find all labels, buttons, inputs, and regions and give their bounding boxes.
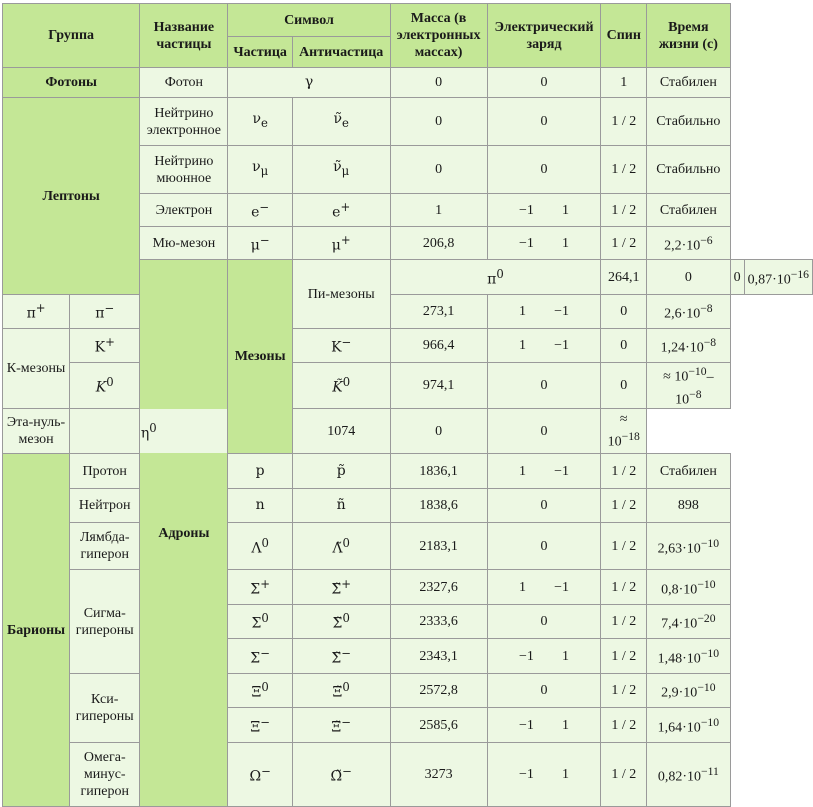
antiparticle-symbol: $\nũ_\mu$ bbox=[292, 146, 390, 194]
antiparticle-symbol: K̃$^0$ bbox=[292, 363, 390, 409]
spin: 1 / 2 bbox=[601, 674, 647, 708]
header-name: Название частицы bbox=[140, 4, 228, 68]
charge: −1 1 bbox=[487, 639, 601, 674]
particle-symbol: e− bbox=[228, 194, 292, 227]
header-spin: Спин bbox=[601, 4, 647, 68]
table-row bbox=[3, 68, 813, 98]
particle-name: Нейтрино электронное bbox=[140, 98, 228, 146]
antiparticle-symbol: Ξ̃− bbox=[292, 708, 390, 743]
antiparticle-symbol: μ+ bbox=[292, 227, 390, 260]
table-row bbox=[3, 98, 813, 146]
charge: 1 −1 bbox=[487, 329, 601, 363]
mass: 974,1 bbox=[390, 363, 487, 409]
particle-symbol: $\Lambda^0$ bbox=[228, 523, 292, 570]
antiparticle-symbol: $\nũ_e$ bbox=[292, 98, 390, 146]
antiparticle-symbol: Ξ̃$^0$ bbox=[292, 674, 390, 708]
charge: 0 bbox=[487, 68, 601, 98]
charge: 0 bbox=[487, 523, 601, 570]
antiparticle-symbol: e+ bbox=[292, 194, 390, 227]
charge: 0 bbox=[487, 674, 601, 708]
charge: 0 bbox=[487, 489, 601, 523]
mass: 2585,6 bbox=[390, 708, 487, 743]
charge: 0 bbox=[487, 146, 601, 194]
charge: 1 −1 bbox=[487, 295, 601, 329]
header-antiparticle: Античастица bbox=[292, 37, 390, 68]
lifetime: $0,82\cdot 10^{-11}$ bbox=[647, 743, 730, 807]
spin: 1 / 2 bbox=[601, 743, 647, 807]
symbol: $\pi^0$ bbox=[390, 260, 601, 295]
mass: 3273 bbox=[390, 743, 487, 807]
particle-name: Кси-гипероны bbox=[70, 674, 140, 743]
table-row bbox=[3, 523, 813, 570]
charge: 0 bbox=[390, 409, 487, 454]
mass: 2333,6 bbox=[390, 605, 487, 639]
lifetime: Стабильно bbox=[647, 98, 730, 146]
spin: 1 / 2 bbox=[601, 523, 647, 570]
particle-symbol: K+ bbox=[70, 329, 140, 363]
lifetime: ≈ $10^{-18}$ bbox=[601, 409, 647, 454]
charge: 1 −1 bbox=[487, 454, 601, 489]
particle-name: Мю-мезон bbox=[140, 227, 228, 260]
spin: 0 bbox=[601, 295, 647, 329]
particle-symbol: p bbox=[228, 454, 292, 489]
header-mass: Масса (в электронных массах) bbox=[390, 4, 487, 68]
spin: 1 / 2 bbox=[601, 146, 647, 194]
group-photons: Фотоны bbox=[3, 68, 140, 98]
mass: 1074 bbox=[292, 409, 390, 454]
mass: 2327,6 bbox=[390, 570, 487, 605]
particle-symbol: Ω− bbox=[228, 743, 292, 807]
lifetime: $2,9\cdot 10^{-10}$ bbox=[647, 674, 730, 708]
symbol: $\eta^0$ bbox=[70, 409, 228, 454]
header-charge: Электрический заряд bbox=[487, 4, 601, 68]
particle-symbol: n bbox=[228, 489, 292, 523]
table-row bbox=[3, 329, 813, 363]
lifetime: $7,4\cdot 10^{-20}$ bbox=[647, 605, 730, 639]
particle-name: Фотон bbox=[140, 68, 228, 98]
particle-name: Пи-мезоны bbox=[292, 260, 390, 329]
antiparticle-symbol: Σ̃− bbox=[292, 639, 390, 674]
spin: 0 bbox=[601, 329, 647, 363]
charge: 0 bbox=[487, 98, 601, 146]
particle-name: Сигма-гипероны bbox=[70, 570, 140, 674]
particle-symbol: $\nu_\mu$ bbox=[228, 146, 292, 194]
mass: 1838,6 bbox=[390, 489, 487, 523]
charge: −1 1 bbox=[487, 743, 601, 807]
particle-symbol: Σ− bbox=[228, 639, 292, 674]
lifetime: $1,48\cdot 10^{-10}$ bbox=[647, 639, 730, 674]
table-row bbox=[3, 674, 813, 708]
spin: 1 bbox=[601, 68, 647, 98]
lifetime: $2,6\cdot 10^{-8}$ bbox=[647, 295, 730, 329]
table-row bbox=[3, 743, 813, 807]
spin: 0 bbox=[730, 260, 744, 295]
mass: 0 bbox=[390, 98, 487, 146]
mass: 2343,1 bbox=[390, 639, 487, 674]
charge: −1 1 bbox=[487, 194, 601, 227]
spin: 0 bbox=[601, 363, 647, 409]
particle-name: Омега-минус-гиперон bbox=[70, 743, 140, 807]
particle-name: Нейтрон bbox=[70, 489, 140, 523]
lifetime: 898 bbox=[647, 489, 730, 523]
antiparticle-symbol: Λ̃$^0$ bbox=[292, 523, 390, 570]
header-lifetime: Время жизни (с) bbox=[647, 4, 730, 68]
antiparticle-symbol: ñ bbox=[292, 489, 390, 523]
antiparticle-symbol: p̃ bbox=[292, 454, 390, 489]
antiparticle-symbol: Σ̃$^0$ bbox=[292, 605, 390, 639]
spin: 1 / 2 bbox=[601, 605, 647, 639]
particle-symbol: π+ bbox=[3, 295, 70, 329]
particle-name: К-мезоны bbox=[3, 329, 70, 409]
charge: 0 bbox=[647, 260, 730, 295]
particle-symbol: μ− bbox=[228, 227, 292, 260]
mass: 1836,1 bbox=[390, 454, 487, 489]
lifetime: ≈ $10^{-10}-10^{-8}$ bbox=[647, 363, 730, 409]
particle-symbol: Ξ− bbox=[228, 708, 292, 743]
particle-symbol: Σ+ bbox=[228, 570, 292, 605]
mass: 0 bbox=[390, 68, 487, 98]
antiparticle-symbol: Σ̃+ bbox=[292, 570, 390, 605]
spin: 1 / 2 bbox=[601, 454, 647, 489]
spin: 1 / 2 bbox=[601, 708, 647, 743]
lifetime: Стабилен bbox=[647, 454, 730, 489]
spin: 1 / 2 bbox=[601, 194, 647, 227]
lifetime: $0,8\cdot 10^{-10}$ bbox=[647, 570, 730, 605]
group-mesons: Мезоны bbox=[228, 260, 292, 454]
group-baryons: Барионы bbox=[3, 454, 70, 807]
spin: 1 / 2 bbox=[601, 98, 647, 146]
lifetime: $1,64\cdot 10^{-10}$ bbox=[647, 708, 730, 743]
table-row bbox=[3, 570, 813, 605]
spin: 1 / 2 bbox=[601, 489, 647, 523]
lifetime: $1,24\cdot 10^{-8}$ bbox=[647, 329, 730, 363]
mass: 2572,8 bbox=[390, 674, 487, 708]
table-row bbox=[3, 454, 813, 489]
mass: 206,8 bbox=[390, 227, 487, 260]
charge: −1 1 bbox=[487, 227, 601, 260]
antiparticle-symbol: π− bbox=[70, 295, 140, 329]
spin: 1 / 2 bbox=[601, 570, 647, 605]
charge: −1 1 bbox=[487, 708, 601, 743]
particles-table bbox=[2, 3, 813, 807]
charge: 0 bbox=[487, 605, 601, 639]
group-leptons: Лептоны bbox=[3, 98, 140, 295]
particle-symbol: $\Xi^0$ bbox=[228, 674, 292, 708]
particle-name: Нейтрино мюонное bbox=[140, 146, 228, 194]
charge: 1 −1 bbox=[487, 570, 601, 605]
particle-name: Эта-нуль-мезон bbox=[3, 409, 70, 454]
table-row bbox=[3, 295, 813, 329]
particle-symbol: $K^0$ bbox=[70, 363, 140, 409]
mass: 0 bbox=[390, 146, 487, 194]
particle-symbol: $\nu_e$ bbox=[228, 98, 292, 146]
spin: 0 bbox=[487, 409, 601, 454]
table-row bbox=[3, 489, 813, 523]
header-group: Группа bbox=[3, 4, 140, 68]
mass: 2183,1 bbox=[390, 523, 487, 570]
lifetime: $0,87\cdot 10^{-16}$ bbox=[744, 260, 812, 295]
table-row bbox=[3, 409, 813, 454]
particle-name: Лямбда-гиперон bbox=[70, 523, 140, 570]
lifetime: Стабильно bbox=[647, 146, 730, 194]
mass: 273,1 bbox=[390, 295, 487, 329]
table-row bbox=[3, 363, 813, 409]
antiparticle-symbol: K− bbox=[292, 329, 390, 363]
particle-name: Электрон bbox=[140, 194, 228, 227]
mass: 966,4 bbox=[390, 329, 487, 363]
header-symbol: Символ bbox=[228, 4, 390, 37]
spin: 1 / 2 bbox=[601, 227, 647, 260]
spin: 1 / 2 bbox=[601, 639, 647, 674]
particle-symbol: $\Sigma^0$ bbox=[228, 605, 292, 639]
lifetime: $2,2\cdot 10^{-6}$ bbox=[647, 227, 730, 260]
lifetime: Стабилен bbox=[647, 68, 730, 98]
mass: 1 bbox=[390, 194, 487, 227]
mass: 264,1 bbox=[601, 260, 647, 295]
antiparticle-symbol: Ω̃− bbox=[292, 743, 390, 807]
lifetime: Стабилен bbox=[647, 194, 730, 227]
particle-name: Протон bbox=[70, 454, 140, 489]
lifetime: $2,63\cdot 10^{-10}$ bbox=[647, 523, 730, 570]
charge: 0 bbox=[487, 363, 601, 409]
symbol: γ bbox=[228, 68, 390, 98]
group-hadrons: Адроны bbox=[140, 260, 228, 807]
header-particle: Частица bbox=[228, 37, 292, 68]
